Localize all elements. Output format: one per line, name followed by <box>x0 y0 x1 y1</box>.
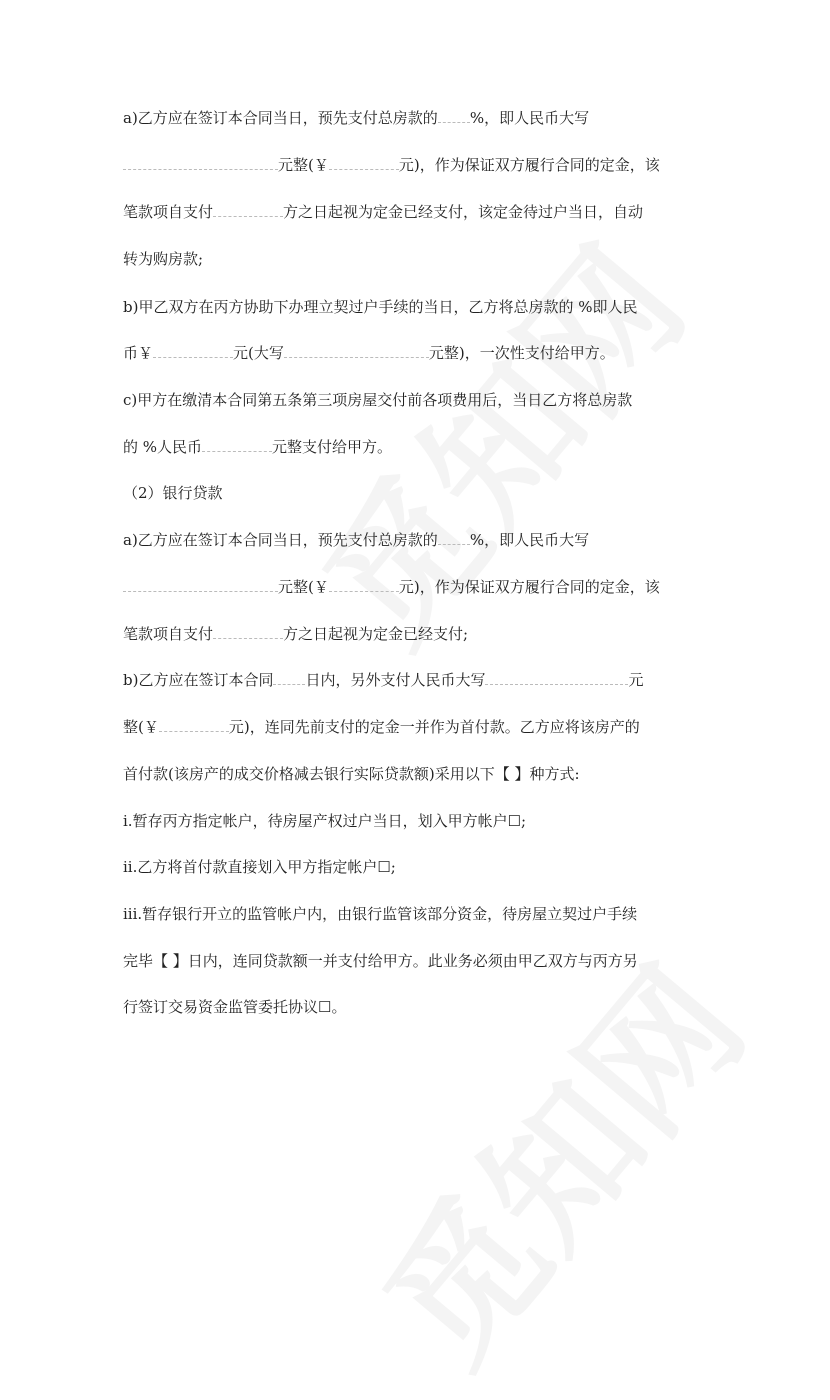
document-line <box>123 857 396 877</box>
line-text: 元(大写 <box>233 344 284 362</box>
fill-in-blank <box>213 624 283 639</box>
line-text: b)甲乙双方在丙方协助下办理立契过户手续的当日，乙方将总房款的 %即人民 <box>123 298 638 316</box>
fill-in-blank <box>202 437 272 452</box>
document-line <box>123 249 203 269</box>
line-text: a)乙方应在签订本合同当日，预先支付总房款的 <box>123 531 438 549</box>
line-text: 元整(￥ <box>278 578 329 596</box>
document-line <box>123 717 640 737</box>
document-line <box>123 297 637 317</box>
line-text: b)乙方应在签订本合同 <box>123 671 274 689</box>
document-line <box>123 343 615 363</box>
fill-in-blank <box>438 530 470 545</box>
line-text: a)乙方应在签订本合同当日，预先支付总房款的 <box>123 109 438 127</box>
line-text: 的 %人民币 <box>123 438 203 456</box>
fill-in-blank <box>485 670 628 685</box>
document-line <box>123 108 589 128</box>
fill-in-blank <box>329 155 399 170</box>
fill-in-blank <box>123 577 278 592</box>
fill-in-blank <box>123 155 278 170</box>
document-line <box>123 904 637 924</box>
document-line <box>123 764 580 784</box>
fill-in-blank <box>273 670 305 685</box>
document-line <box>123 997 346 1017</box>
line-text: ii.乙方将首付款直接划入甲方指定帐户☐; <box>123 858 396 876</box>
line-text: 行签订交易资金监管委托协议☐。 <box>123 998 347 1016</box>
line-text: 元)，连同先前支付的定金一并作为首付款。乙方应将该房产的 <box>228 718 640 736</box>
fill-in-blank <box>153 343 233 358</box>
line-text: 元)，作为保证双方履行合同的定金，该 <box>398 156 660 174</box>
line-text: 币￥ <box>123 344 154 362</box>
fill-in-blank <box>329 577 399 592</box>
document-line <box>123 624 468 644</box>
line-text: 元)，作为保证双方履行合同的定金，该 <box>398 578 660 596</box>
line-text: 元整)，一次性支付给甲方。 <box>428 344 615 362</box>
line-text: 笔款项自支付 <box>123 203 214 221</box>
line-text: 首付款(该房产的成交价格减去银行实际贷款额)采用以下【 】种方式: <box>123 765 580 783</box>
fill-in-blank <box>159 717 229 732</box>
fill-in-blank <box>213 202 283 217</box>
line-text: 日内，另外支付人民币大写 <box>305 671 486 689</box>
document-line <box>123 670 644 690</box>
document-line <box>123 530 589 550</box>
line-text: 笔款项自支付 <box>123 625 214 643</box>
line-text: i.暂存丙方指定帐户，待房屋产权过户当日，划入甲方帐户☐; <box>123 812 527 830</box>
line-text: 元整支付给甲方。 <box>272 438 393 456</box>
line-text: 整(￥ <box>123 718 159 736</box>
document-line <box>123 483 223 503</box>
line-text: （2）银行贷款 <box>123 484 223 502</box>
line-text: 方之日起视为定金已经支付，该定金待过户当日，自动 <box>283 203 644 221</box>
document-line <box>123 390 632 410</box>
document-line <box>123 202 643 222</box>
line-text: 转为购房款; <box>123 250 204 268</box>
line-text: %，即人民币大写 <box>469 109 590 127</box>
line-text: 完毕【 】日内，连同贷款额一并支付给甲方。此业务必须由甲乙双方与丙方另 <box>123 952 638 970</box>
document-line <box>123 155 660 175</box>
document-line <box>123 437 392 457</box>
fill-in-blank <box>284 343 429 358</box>
fill-in-blank <box>438 108 470 123</box>
line-text: 元整(￥ <box>278 156 329 174</box>
line-text: c)甲方在缴清本合同第五条第三项房屋交付前各项费用后，当日乙方将总房款 <box>123 391 633 409</box>
line-text: iii.暂存银行开立的监管帐户内，由银行监管该部分资金，待房屋立契过户手续 <box>123 905 638 923</box>
line-text: 元 <box>628 671 644 689</box>
line-text: %，即人民币大写 <box>469 531 590 549</box>
document-line <box>123 577 660 597</box>
line-text: 方之日起视为定金已经支付; <box>283 625 469 643</box>
document-line <box>123 951 638 971</box>
watermark <box>328 916 783 1400</box>
document-line <box>123 811 526 831</box>
